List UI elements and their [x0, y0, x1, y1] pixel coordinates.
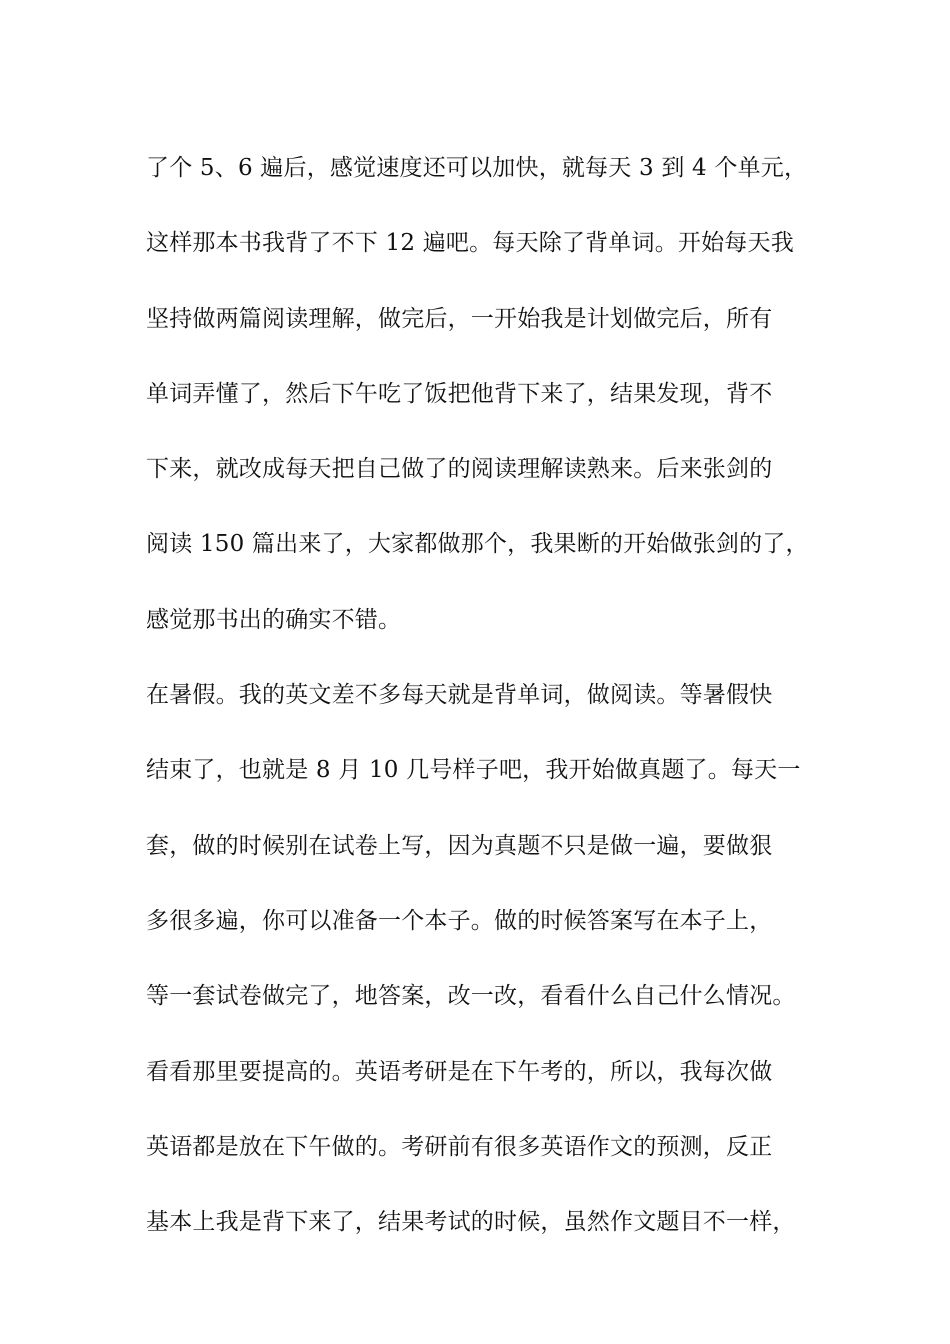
text-line: 结束了，也就是 8 月 10 几号样子吧，我开始做真题了。每天一 [146, 757, 801, 784]
text-line: 单词弄懂了，然后下午吃了饭把他背下来了，结果发现，背不 [146, 380, 773, 407]
text-line: 看看那里要提高的。英语考研是在下午考的，所以，我每次做 [146, 1058, 773, 1085]
text-line: 套，做的时候别在试卷上写，因为真题不只是做一遍，要做狠 [146, 832, 773, 859]
text-line: 阅读 150 篇出来了，大家都做那个，我果断的开始做张剑的了， [146, 531, 809, 558]
text-line: 基本上我是背下来了，结果考试的时候，虽然作文题目不一样， [146, 1209, 796, 1236]
text-line: 等一套试卷做完了，地答案，改一改，看看什么自己什么情况。 [146, 983, 796, 1010]
text-line: 英语都是放在下午做的。考研前有很多英语作文的预测，反正 [146, 1133, 773, 1160]
body-text [146, 131, 846, 1260]
text-line: 了个 5、6 遍后，感觉速度还可以加快，就每天 3 到 4 个单元， [146, 155, 808, 181]
text-line: 感觉那书出的确实不错。 [146, 606, 402, 633]
text-line: 在暑假。我的英文差不多每天就是背单词，做阅读。等暑假快 [146, 682, 773, 709]
text-line: 下来，就改成每天把自己做了的阅读理解读熟来。后来张剑的 [146, 456, 773, 483]
text-line: 多很多遍，你可以准备一个本子。做的时候答案写在本子上， [146, 907, 773, 934]
text-line: 坚持做两篇阅读理解，做完后，一开始我是计划做完后，所有 [146, 305, 773, 332]
text-line: 这样那本书我背了不下 12 遍吧。每天除了背单词。开始每天我 [146, 230, 794, 257]
